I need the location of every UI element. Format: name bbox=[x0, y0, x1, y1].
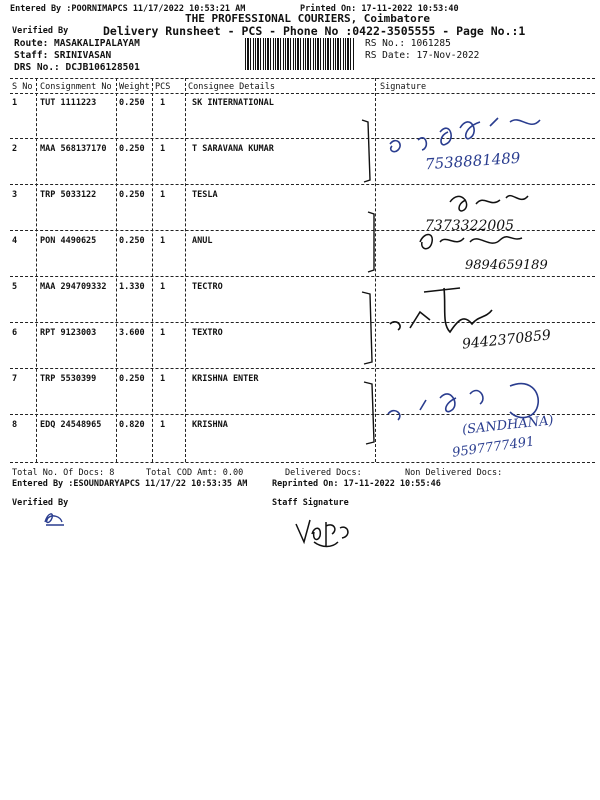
route-label: Route: MASAKALIPALAYAM bbox=[14, 38, 140, 49]
handwritten-phone-5: 9597777491 bbox=[451, 434, 536, 461]
cell-consignment: TRP 5033122 bbox=[40, 190, 97, 200]
cell-pcs: 1 bbox=[160, 282, 166, 292]
col-header-sno: S No bbox=[12, 82, 33, 92]
footer-entered-by: Entered By :ESOUNDARYAPCS 11/17/22 10:53:35 AM bbox=[12, 479, 248, 489]
cell-consignee: SK INTERNATIONAL bbox=[192, 98, 274, 108]
cell-consignee: KRISHNA bbox=[192, 420, 228, 430]
drs-number: DRS No.: DCJB106128501 bbox=[14, 62, 140, 73]
cell-weight: 0.250 bbox=[119, 98, 145, 108]
cell-sno: 6 bbox=[12, 328, 18, 338]
col-sep-3 bbox=[152, 78, 153, 462]
cell-consignment: MAA 568137170 bbox=[40, 144, 107, 154]
cell-pcs: 1 bbox=[160, 144, 166, 154]
cell-consignee: TESLA bbox=[192, 190, 218, 200]
cell-sno: 8 bbox=[12, 420, 18, 430]
col-sep-2 bbox=[116, 78, 117, 462]
cell-weight: 0.250 bbox=[119, 236, 145, 246]
staff-signature-scribble bbox=[292, 512, 362, 552]
cell-sno: 2 bbox=[12, 144, 18, 154]
verified-by-label: Verified By bbox=[12, 26, 69, 36]
cell-consignment: EDQ 24548965 bbox=[40, 420, 102, 430]
footer-staff-signature: Staff Signature bbox=[272, 498, 349, 508]
footer-verified-by: Verified By bbox=[12, 498, 69, 508]
cell-pcs: 1 bbox=[160, 420, 166, 430]
rs-date: RS Date: 17-Nov-2022 bbox=[365, 50, 480, 61]
total-cod: Total COD Amt: 0.00 bbox=[146, 468, 244, 478]
table-top-border bbox=[10, 78, 595, 79]
barcode bbox=[245, 38, 355, 70]
entered-by-line: Entered By :POORNIMAPCS 11/17/2022 10:53:21 AM bbox=[10, 4, 246, 14]
cell-consignment: TRP 5530399 bbox=[40, 374, 97, 384]
cell-sno: 3 bbox=[12, 190, 18, 200]
cell-pcs: 1 bbox=[160, 328, 166, 338]
handwritten-phone-1: 7538881489 bbox=[424, 148, 521, 174]
cell-consignee: KRISHNA ENTER bbox=[192, 374, 259, 384]
rs-number: RS No.: 1061285 bbox=[365, 38, 451, 49]
col-header-consignee: Consignee Details bbox=[188, 82, 275, 92]
col-header-weight: Weight bbox=[119, 82, 150, 92]
cell-pcs: 1 bbox=[160, 374, 166, 384]
handwritten-phone-2: 7373322005 bbox=[425, 218, 515, 234]
cell-weight: 0.250 bbox=[119, 190, 145, 200]
cell-weight: 1.330 bbox=[119, 282, 145, 292]
company-name: THE PROFESSIONAL COURIERS, Coimbatore bbox=[185, 12, 431, 25]
delivered-docs: Delivered Docs: bbox=[285, 468, 362, 478]
cell-weight: 3.600 bbox=[119, 328, 145, 338]
col-sep-4 bbox=[185, 78, 186, 462]
reprinted-on: Reprinted On: 17-11-2022 10:55:46 bbox=[272, 479, 441, 489]
cell-sno: 4 bbox=[12, 236, 18, 246]
cell-weight: 0.250 bbox=[119, 144, 145, 154]
handwritten-name-5: (SANDHANA) bbox=[461, 413, 555, 438]
cell-sno: 1 bbox=[12, 98, 18, 108]
non-delivered-docs: Non Delivered Docs: bbox=[405, 468, 503, 478]
runsheet-title: Delivery Runsheet - PCS - Phone No :0422-3505555 - Page No.:1 bbox=[103, 24, 526, 38]
cell-pcs: 1 bbox=[160, 190, 166, 200]
col-sep-1 bbox=[36, 78, 37, 462]
verifier-initials-scribble bbox=[40, 508, 70, 528]
cell-pcs: 1 bbox=[160, 236, 166, 246]
cell-consignment: MAA 294709332 bbox=[40, 282, 107, 292]
cell-consignee: ANUL bbox=[192, 236, 213, 246]
handwritten-phone-3: 9894659189 bbox=[465, 258, 548, 273]
cell-sno: 5 bbox=[12, 282, 18, 292]
signature-column-handwriting bbox=[360, 92, 595, 472]
cell-consignee: TEXTRO bbox=[192, 328, 223, 338]
printed-on-line: Printed On: 17-11-2022 10:53:40 bbox=[300, 4, 459, 14]
handwritten-phone-4: 9442370859 bbox=[461, 327, 552, 353]
col-header-signature: Signature bbox=[380, 82, 427, 92]
cell-consignment: PON 4490625 bbox=[40, 236, 97, 246]
cell-sno: 7 bbox=[12, 374, 18, 384]
total-docs: Total No. Of Docs: 8 bbox=[12, 468, 115, 478]
cell-consignment: RPT 9123003 bbox=[40, 328, 97, 338]
col-header-pcs: PCS bbox=[155, 82, 171, 92]
cell-weight: 0.250 bbox=[119, 374, 145, 384]
cell-consignee: TECTRO bbox=[192, 282, 223, 292]
cell-consignment: TUT 1111223 bbox=[40, 98, 97, 108]
cell-pcs: 1 bbox=[160, 98, 166, 108]
col-header-consignment: Consignment No bbox=[40, 82, 112, 92]
cell-consignee: T SARAVANA KUMAR bbox=[192, 144, 274, 154]
staff-label: Staff: SRINIVASAN bbox=[14, 50, 112, 61]
cell-weight: 0.820 bbox=[119, 420, 145, 430]
